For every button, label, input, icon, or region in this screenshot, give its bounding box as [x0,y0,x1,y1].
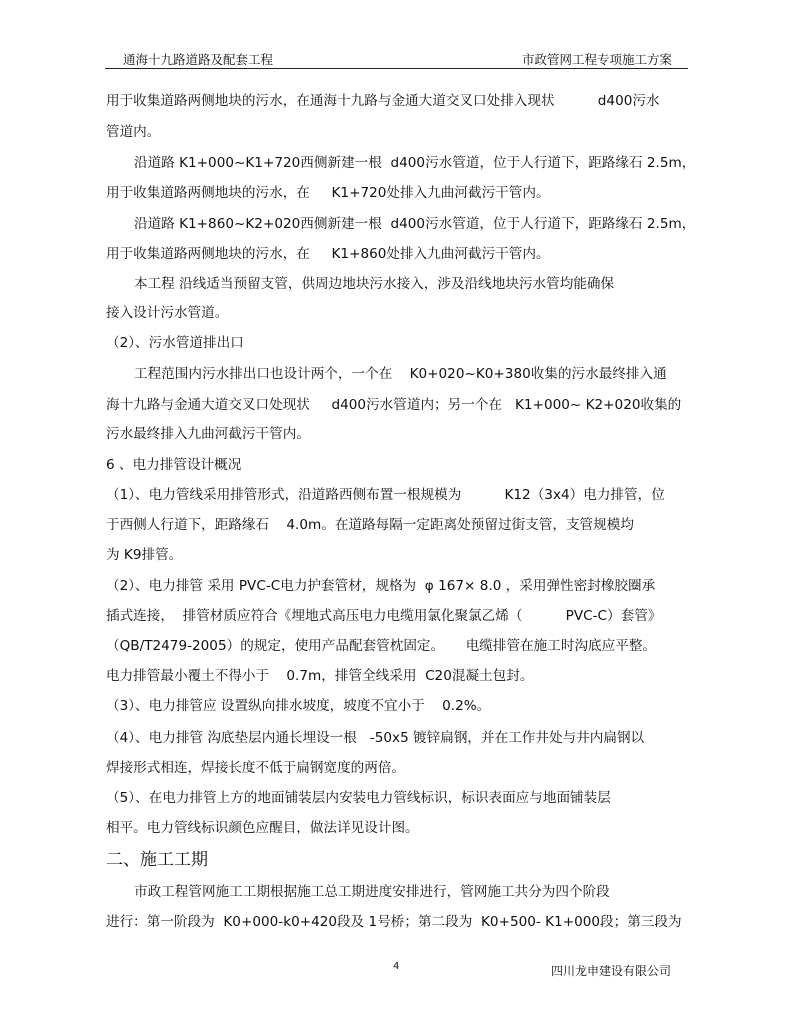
subsection-title: （2）、污水管道排出口 [106,335,244,351]
body-line: 相平。电力管线标识颜色应醒目，做法详见设计图。 [106,820,419,836]
page-header [105,48,688,69]
body-line: 市政工程管网施工工期根据施工总工期进度安排进行，管网施工共分为四个阶段 [134,884,610,900]
body-line: （QB/T2479-2005）的规定，使用产品配套管枕固定。 电缆排管在施工时沟底应平整。 [106,638,657,654]
body-line: 用于收集道路两侧地块的污水，在 K1+720处排入九曲河截污干管内。 [106,185,550,201]
body-line: 电力排管最小覆土不得小于 0.7m，排管全线采用 C20混凝土包封。 [106,668,534,684]
header-project-title: 通海十九路道路及配套工程 [123,52,274,67]
body-line: 进行：第一阶段为 K0+000-k0+420段及 1号桥；第二段为 K0+500- K1+000段；第三段为 [106,914,682,930]
footer-company: 四川龙申建设有限公司 [551,964,672,978]
body-line: 接入设计污水管道。 [106,305,229,321]
body-line: 沿道路 K1+000~K1+720西侧新建一根 d400污水管道，位于人行道下，距路缘石 2.5m， [134,155,696,171]
body-line: 污水最终排入九曲河截污干管内。 [106,426,310,442]
body-line: （3）、电力排管应 设置纵向排水坡度，坡度不宜小于 0.2%。 [106,698,491,714]
page-number: 4 [393,961,400,972]
body-line: 为 K9排管。 [106,547,183,563]
header-document-title: 市政管网工程专项施工方案 [521,52,672,67]
body-line: （5）、在电力排管上方的地面铺装层内安装电力管线标识，标识表面应与地面铺装层 [106,790,611,806]
body-line: 本工程 沿线适当预留支管，供周边地块污水接入，涉及沿线地块污水管均能确保 [134,276,615,292]
body-line: （1）、电力管线采用排管形式，沿道路西侧布置一根规模为 K12（3x4）电力排管，位 [106,487,665,503]
body-line: 管道内。 [106,124,161,140]
body-line: 工程范围内污水排出口也设计两个，一个在 K0+020~K0+380收集的污水最终排入通 [134,366,667,382]
body-line: 沿道路 K1+860~K2+020西侧新建一根 d400污水管道，位于人行道下，距路缘石 2.5m， [134,216,696,232]
body-line: 用于收集道路两侧地块的污水，在通海十九路与金通大道交叉口处排入现状 d400污水 [106,93,660,109]
body-line: （2）、电力排管 采用 PVC-C电力护套管材，规格为 φ 167× 8.0 ，采用弹性密封橡胶圈承 [106,578,656,594]
body-line: 插式连接， 排管材质应符合《埋地式高压电力电缆用氯化聚氯乙烯（ PVC-C）套管》 [106,608,662,624]
body-line: （4）、电力排管 沟底垫层内通长埋设一根 -50x5 镀锌扁钢，并在工作井处与井内扁钢以 [106,730,645,746]
body-line: 用于收集道路两侧地块的污水，在 K1+860处排入九曲河截污干管内。 [106,246,550,262]
body-line: 焊接形式相连，焊接长度不低于扁钢宽度的两倍。 [106,760,406,776]
body-line: 海十九路与金通大道交叉口处现状 d400污水管道内；另一个在 K1+000~ K2+020收集的 [106,397,682,413]
section-heading: 二、施工工期 [106,850,208,870]
subsection-title: 6 、电力排管设计概况 [106,457,242,473]
body-line: 于西侧人行道下，距路缘石 4.0m。在道路每隔一定距离处预留过街支管，支管规模均 [106,517,634,533]
